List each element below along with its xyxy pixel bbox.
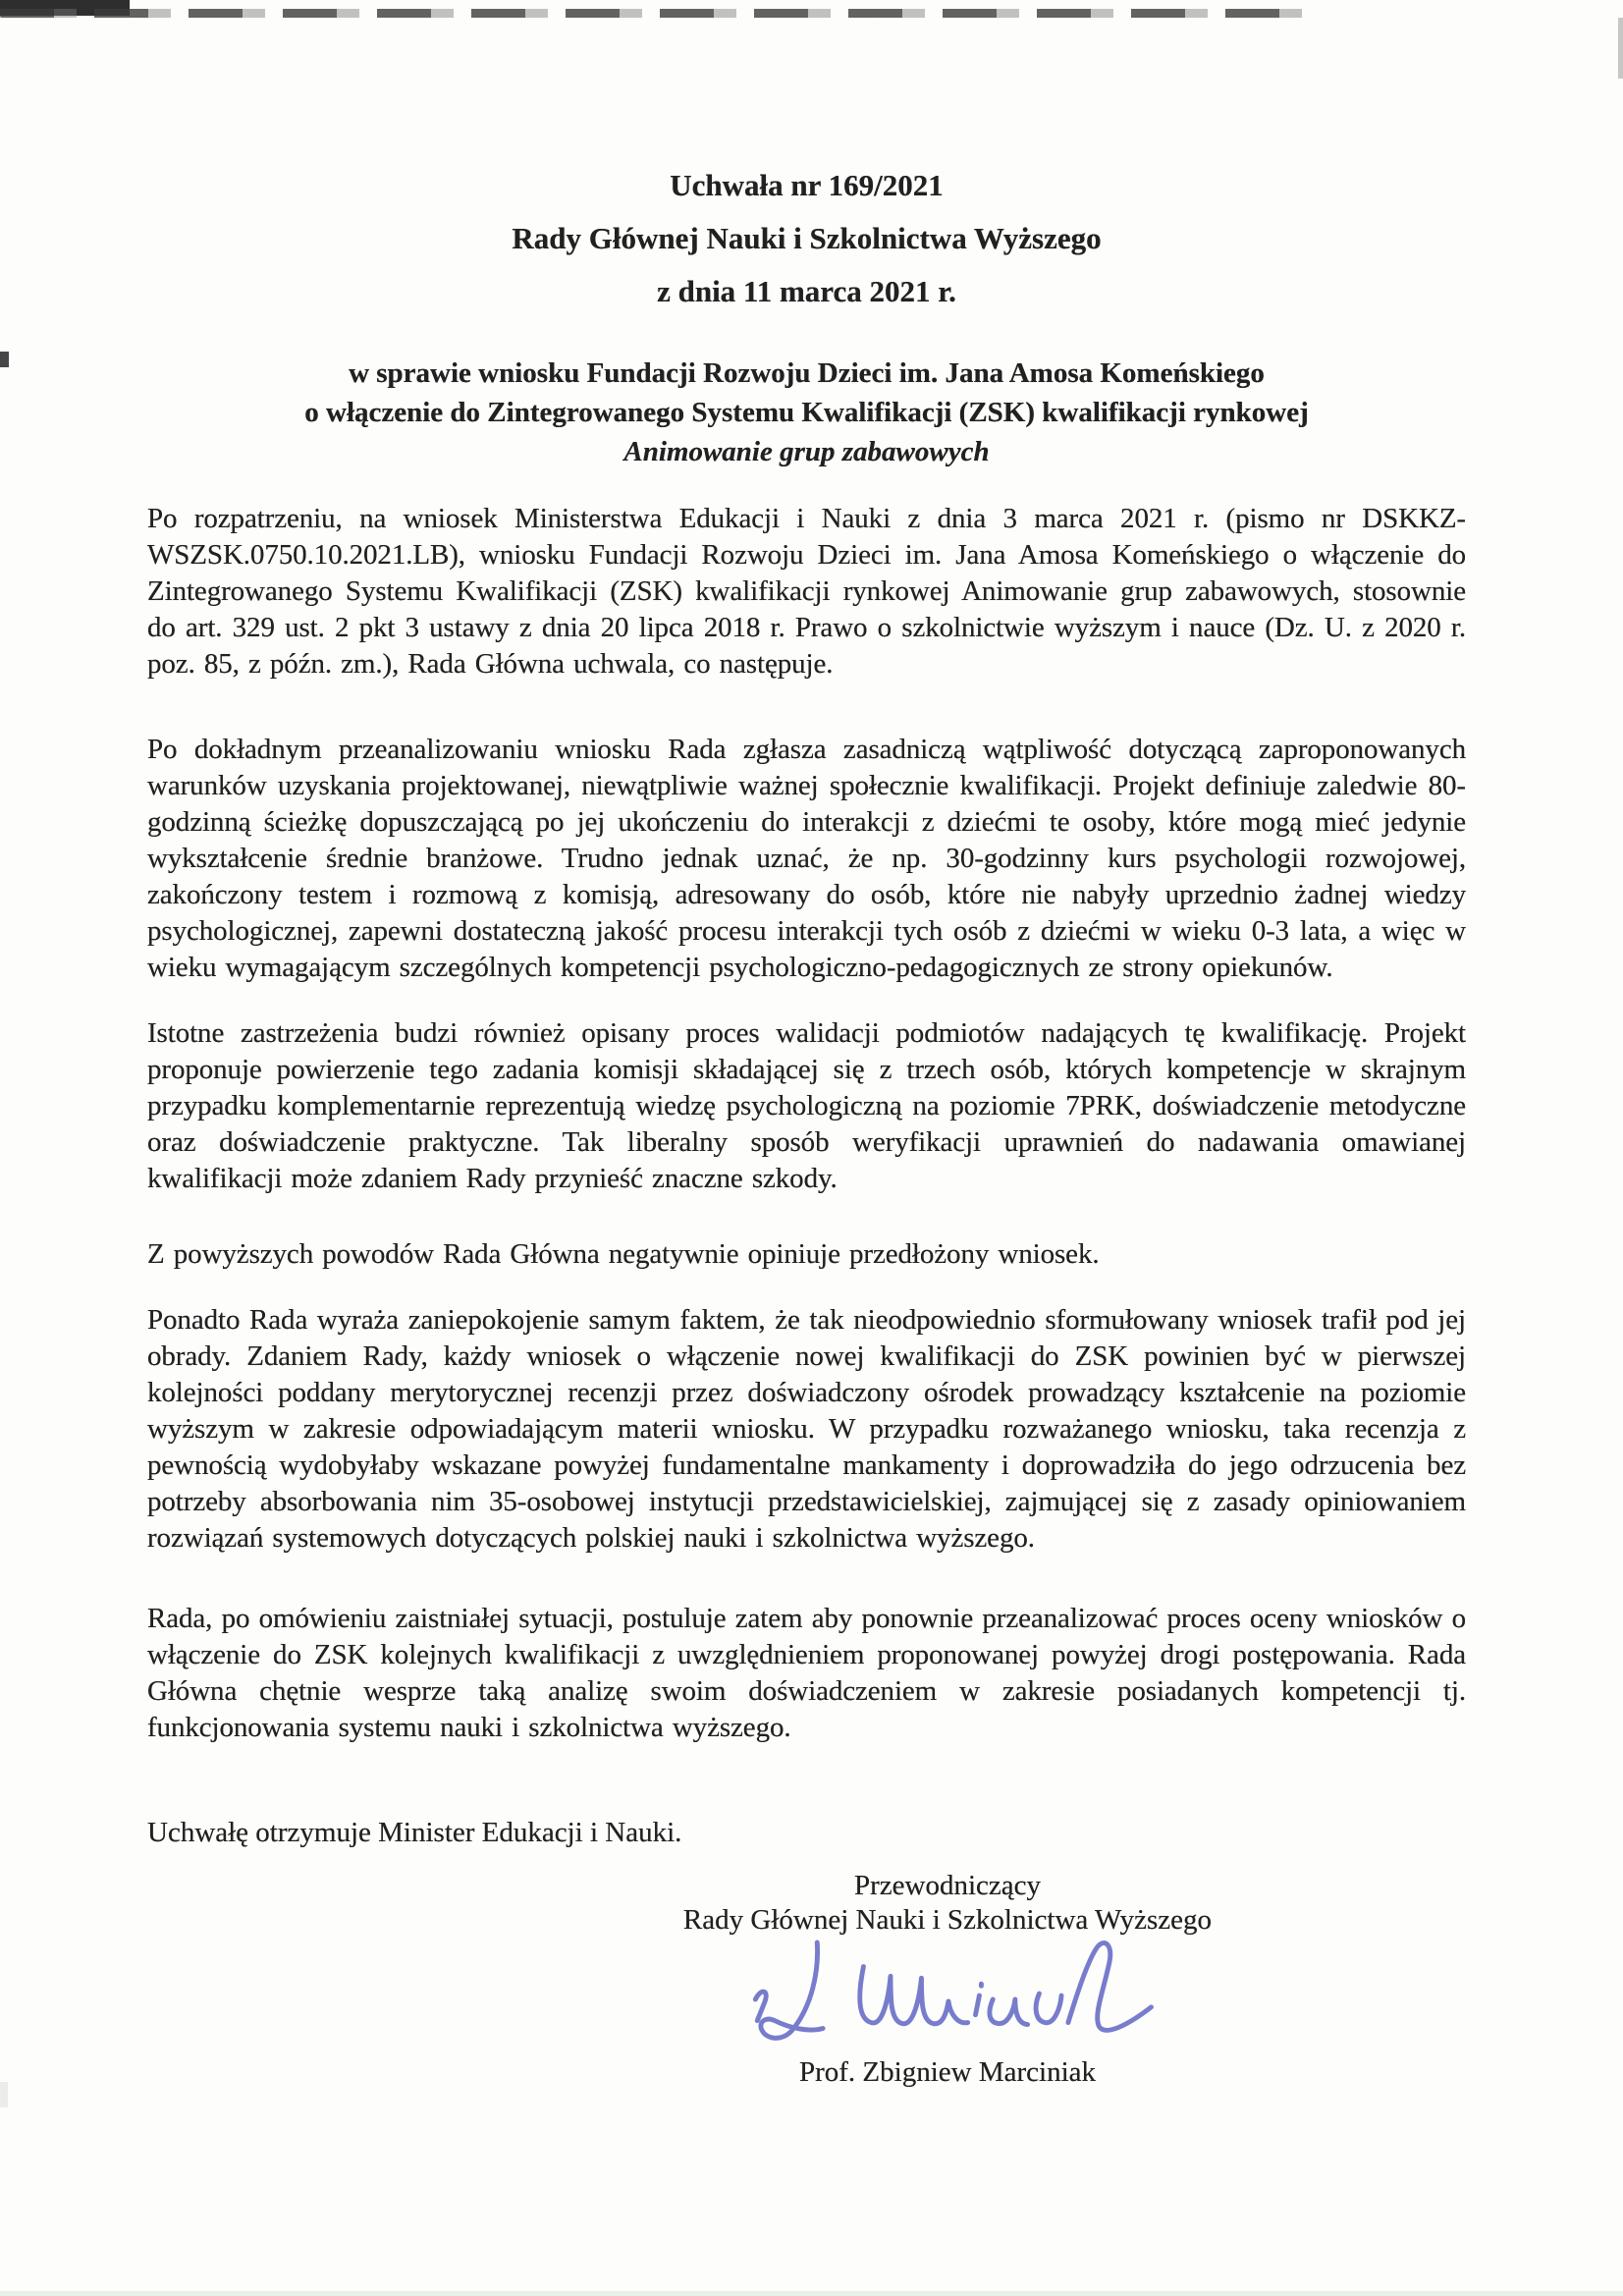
signature-stroke-i — [976, 1995, 980, 2015]
signature-stroke-main — [860, 1967, 968, 2024]
signature-stroke-flourish — [761, 1942, 823, 2038]
scan-artifact-right-edge — [1618, 18, 1623, 79]
scan-artifact-left-blob — [0, 352, 9, 367]
handwritten-signature — [604, 1940, 1291, 2055]
signature-block — [604, 1869, 1291, 2090]
paragraph-validation-concerns: Istotne zastrzeżenia budzi również opisany proces walidacji podmiotów nadających tę kwalifikację. Projekt proponuje powierzenie tego zadania komisji składającej się z trzech osób, których kompetencje w skrajnym przypadku komplementarnie reprezentują wiedzę psychologiczną na poziomie 7PRK, doświadczenie metodyczne oraz doświadczenie praktyczne. Tak liberalny sposób weryfikacji uprawnień do nadawania omawianej kwalifikacji może zdaniem Rady przynieść znaczne szkody. — [147, 1017, 1466, 1194]
paragraph-negative-opinion: Z powyższych powodów Rada Główna negatywnie opiniuje przedłożony wniosek. — [147, 1238, 1100, 1270]
signer-name: Prof. Zbigniew Marciniak — [798, 2056, 1096, 2088]
signature-stroke-a — [990, 1999, 1028, 2025]
paragraph-recommendation: Rada, po omówieniu zaistniałej sytuacji, postuluje zatem aby ponownie przeanalizować proces oceny wniosków o włączenie do ZSK kolejnych kwalifikacji z uwzględnieniem proponowanej powyżej drogi postępowania. Rada Główna chętnie wesprze taką analizę swoim doświadczeniem w zakresie posiadanych kompetencji tj. funkcjonowania systemu nauki i szkolnictwa wyższego. — [147, 1603, 1466, 1743]
resolution-body-name-line: Rady Głównej Nauki i Szkolnictwa Wyższego — [512, 221, 1102, 255]
resolution-date-line: z dnia 11 marca 2021 r. — [657, 274, 956, 308]
scan-artifact-left-faint — [0, 2082, 8, 2107]
paragraph-concerns-qualification: Po dokładnym przeanalizowaniu wniosku Rada zgłasza zasadniczą wątpliwość dotyczącą zaproponowanych warunków uzyskania projektowanej, niewątpliwie ważnej społecznie kwalifikacji. Projekt definiuje zaledwie 80-godzinną ścieżkę dopuszczającą po jej ukończeniu do interakcji z dziećmi te osoby, które mogą mieć jedynie wykształcenie średnie branżowe. Trudno jednak uznać, że np. 30-godzinny kurs psychologii rozwojowej, zakończony testem i rozmową z komisją, adresowany do osób, które nie nabyły uprzednio żadnej wiedzy psychologicznej, zapewni dostateczną jakość procesu interakcji tych osób z dziećmi w wieku 0-3 lata, a więc w wieku wymagającym szczególnych kompetencji psychologiczno-pedagogicznych ze strony opiekunów. — [147, 734, 1466, 983]
document-content — [147, 0, 1466, 2090]
resolution-subject — [147, 354, 1466, 471]
signature-ink-svg — [736, 1940, 1159, 2055]
signature-stroke-tick — [755, 1992, 766, 2021]
resolution-number-line: Uchwała nr 169/2021 — [670, 168, 944, 202]
qualification-name: Animowanie grup zabawowych — [623, 436, 990, 467]
scan-artifact-bottom-line — [0, 2291, 1623, 2296]
signature-stroke-tail — [1068, 1943, 1152, 2031]
resolution-title — [147, 159, 1466, 318]
paragraph-basis: Po rozpatrzeniu, na wniosek Ministerstwa Edukacji i Nauki z dnia 3 marca 2021 r. (pismo nr DSKKZ-WSZSK.0750.10.2021.LB), wniosku Fundacji Rozwoju Dzieci im. Jana Amosa Komeńskiego o włączenie do Zintegrowanego Systemu Kwalifikacji (ZSK) kwalifikacji rynkowej Animowanie grup zabawowych, stosownie do art. 329 ust. 2 pkt 3 ustawy z dnia 20 lipca 2018 r. Prawo o szkolnictwie wyższym i nauce (Dz. U. z 2020 r. poz. 85, z późn. zm.), Rada Główna uchwala, co następuje. — [147, 503, 1466, 680]
signature-stroke-c — [1036, 1994, 1061, 2023]
distribution-note: Uchwałę otrzymuje Minister Edukacji i Nauki. — [147, 1817, 682, 1848]
paragraph-process-criticism: Ponadto Rada wyraża zaniepokojenie samym faktem, że tak nieodpowiednio sformułowany wniosek trafił pod jej obrady. Zdaniem Rady, każdy wniosek o włączenie nowej kwalifikacji do ZSK powinien być w pierwszej kolejności poddany merytorycznej recenzji przez doświadczony ośrodek prowadzący kształcenie na poziomie wyższym w zakresie odpowiadającym materii wniosku. W przypadku rozważanego wniosku, taka recenzja z pewnością wydobyłaby wskazane powyżej fundamentalne mankamenty i doprowadziła do jego odrzucenia bez potrzeby absorbowania nim 35-osobowej instytucji przedstawicielskiej, zajmującej się z zasady opiniowaniem rozwiązań systemowych dotyczących polskiej nauki i szkolnictwa wyższego. — [147, 1304, 1466, 1554]
subject-line-2: o włączenie do Zintegrowanego Systemu Kwalifikacji (ZSK) kwalifikacji rynkowej — [304, 397, 1309, 428]
signer-role-line-2: Rady Głównej Nauki i Szkolnictwa Wyższego — [682, 1904, 1213, 1936]
scan-artifact-top-corner — [0, 0, 130, 16]
subject-line-1: w sprawie wniosku Fundacji Rozwoju Dzieci im. Jana Amosa Komeńskiego — [349, 357, 1265, 389]
signer-role-line-1: Przewodniczący — [853, 1870, 1041, 1901]
